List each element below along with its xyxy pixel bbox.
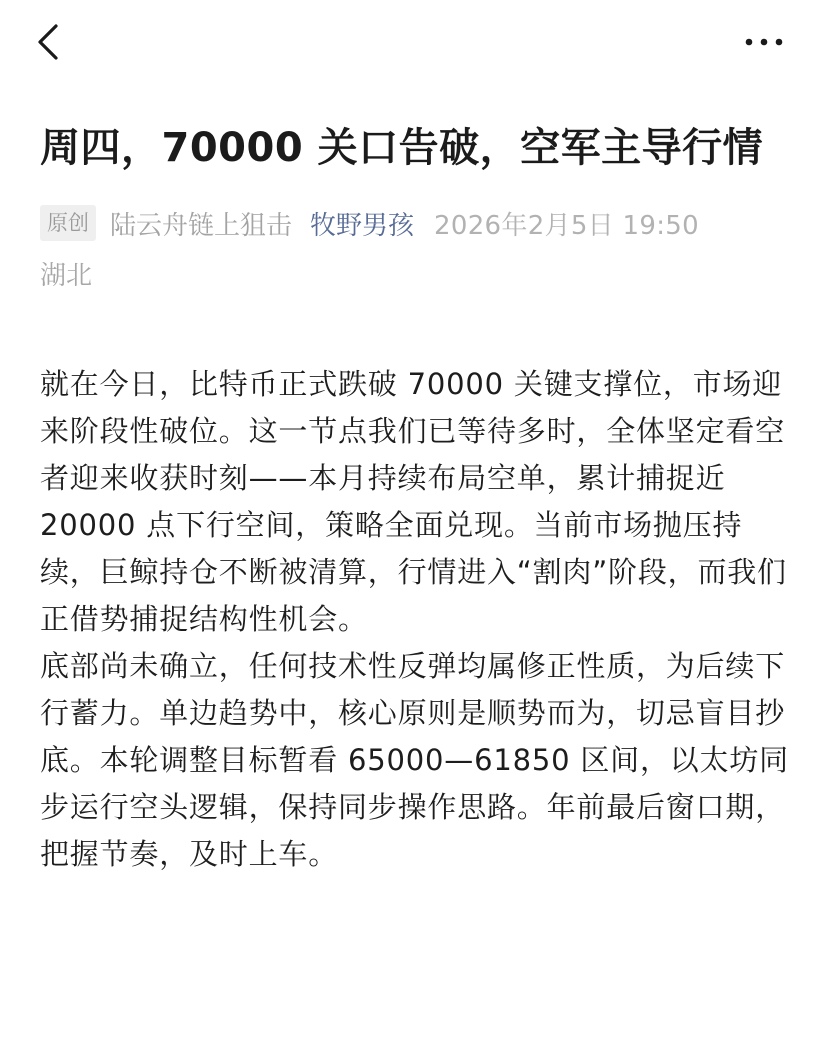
author-name-link[interactable]: 牧野男孩 [310, 210, 415, 241]
back-button[interactable] [26, 18, 74, 66]
location-label: 湖北 [40, 261, 93, 291]
account-name-link[interactable]: 陆云舟链上狙击 [110, 210, 293, 241]
article-meta [40, 198, 800, 248]
content-paragraph: 底部尚未确立，任何技术性反弹均属修正性质，为后续下行蓄力。单边趋势中，核心原则是顺势而为，切忌盲目抄底。本轮调整目标暂看 65000—61850 区间，以太坊同步运行空头逻辑，保持同步操作思路。年前最后窗口期，把握节奏，及时上车。 [40, 649, 789, 871]
article-content [40, 361, 790, 878]
chevron-left-icon [26, 18, 74, 66]
more-options-button[interactable] [740, 22, 788, 62]
more-horizontal-icon [740, 22, 788, 62]
original-badge: 原创 [40, 205, 96, 241]
publish-time: 2026年2月5日 19:50 [434, 210, 699, 241]
top-navigation-bar [0, 0, 828, 84]
content-paragraph: 就在今日，比特币正式跌破 70000 关键支撑位，市场迎来阶段性破位。这一节点我们已等待多时，全体坚定看空者迎来收获时刻——本月持续布局空单，累计捕捉近 20000 点下行空间，策略全面兑现。当前市场抛压持续，巨鲸持仓不断被清算，行情进入“割肉”阶段，而我们正借势捕捉结构性机会。 [40, 367, 787, 636]
article-title: 周四，70000 关口告破，空军主导行情 [40, 125, 764, 171]
